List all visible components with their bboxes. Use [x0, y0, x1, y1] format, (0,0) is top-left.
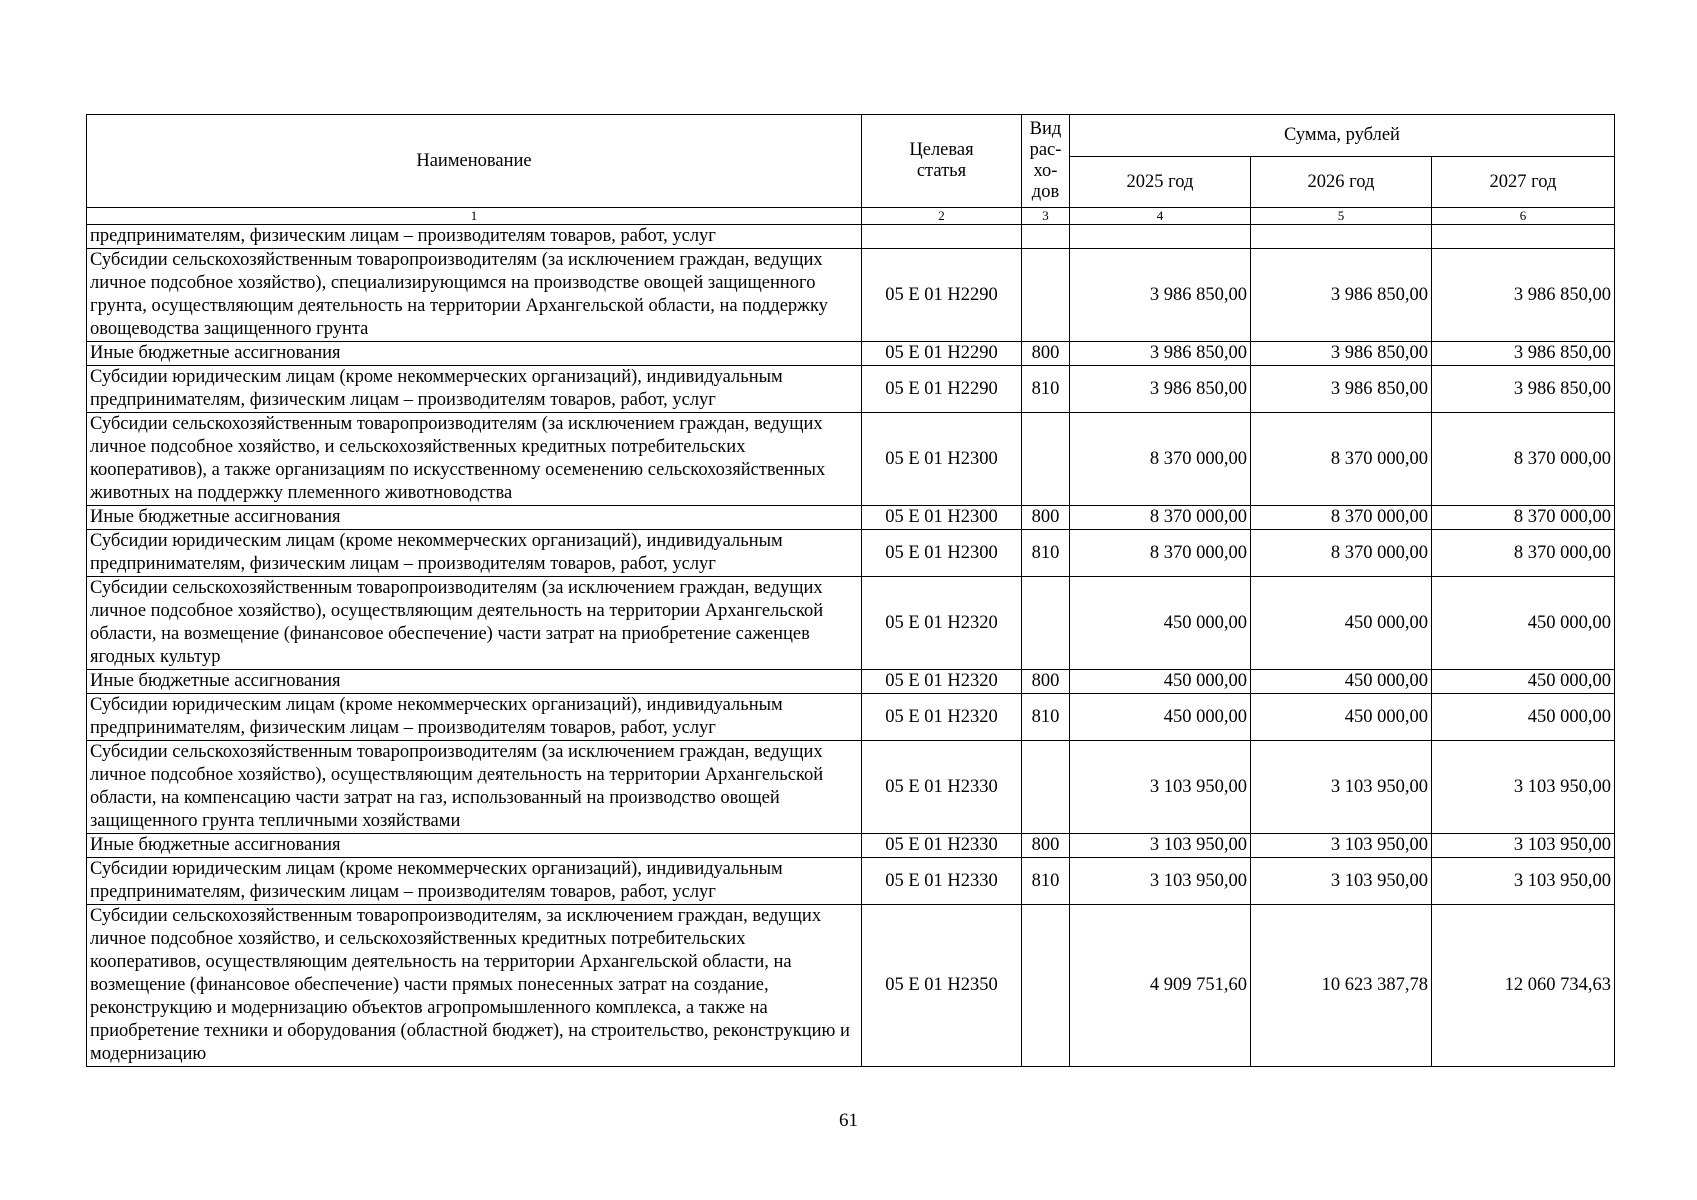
row-amount-2025-cell [1070, 225, 1251, 249]
row-amount-2027-cell [1432, 225, 1615, 249]
budget-table [86, 114, 1615, 1067]
row-target-article-cell: 05 Е 01 Н2290 [862, 249, 1022, 342]
row-amount-2027-cell: 3 103 950,00 [1432, 834, 1615, 858]
row-expense-type-cell [1022, 577, 1070, 670]
row-name-cell: Субсидии юридическим лицам (кроме некоммерческих организаций), индивидуальным предпринимателям, физическим лицам – производителям товаров, работ, услуг [87, 858, 862, 905]
header-target-article: Целевая статья [862, 115, 1022, 208]
column-number: 3 [1022, 208, 1070, 225]
table-row [87, 530, 1615, 577]
row-amount-2025-cell: 450 000,00 [1070, 694, 1251, 741]
row-amount-2025-cell: 3 103 950,00 [1070, 834, 1251, 858]
row-amount-2026-cell: 8 370 000,00 [1251, 506, 1432, 530]
table-row [87, 858, 1615, 905]
table-row [87, 225, 1615, 249]
row-amount-2025-cell: 8 370 000,00 [1070, 530, 1251, 577]
row-amount-2027-cell: 8 370 000,00 [1432, 530, 1615, 577]
row-amount-2027-cell: 3 986 850,00 [1432, 342, 1615, 366]
row-amount-2026-cell: 8 370 000,00 [1251, 413, 1432, 506]
table-row [87, 413, 1615, 506]
column-number: 4 [1070, 208, 1251, 225]
table-row [87, 741, 1615, 834]
header-expense-type: Вид рас- хо- дов [1022, 115, 1070, 208]
table-row [87, 577, 1615, 670]
row-amount-2026-cell: 3 986 850,00 [1251, 342, 1432, 366]
row-amount-2026-cell [1251, 225, 1432, 249]
row-name-cell: Иные бюджетные ассигнования [87, 506, 862, 530]
row-target-article-cell: 05 Е 01 Н2320 [862, 694, 1022, 741]
row-amount-2025-cell: 3 986 850,00 [1070, 249, 1251, 342]
row-amount-2025-cell: 3 103 950,00 [1070, 741, 1251, 834]
header-year-2027: 2027 год [1432, 157, 1615, 208]
row-amount-2027-cell: 8 370 000,00 [1432, 413, 1615, 506]
row-name-cell: Субсидии сельскохозяйственным товаропроизводителям (за исключением граждан, ведущих личное подсобное хозяйство, и сельскохозяйственных кредитных потребительских кооперативов), а также организациям по искусственному осеменению сельскохозяйственных животных на поддержку племенного животноводства [87, 413, 862, 506]
row-amount-2026-cell: 3 986 850,00 [1251, 366, 1432, 413]
row-amount-2027-cell: 3 103 950,00 [1432, 741, 1615, 834]
row-amount-2027-cell: 3 986 850,00 [1432, 249, 1615, 342]
row-name-cell: Субсидии сельскохозяйственным товаропроизводителям (за исключением граждан, ведущих личное подсобное хозяйство), осуществляющим деятельность на территории Архангельской области, на возмещение (финансовое обеспечение) части затрат на приобретение саженцев ягодных культур [87, 577, 862, 670]
row-amount-2026-cell: 450 000,00 [1251, 670, 1432, 694]
table-row [87, 366, 1615, 413]
row-expense-type-cell: 810 [1022, 530, 1070, 577]
row-target-article-cell: 05 Е 01 Н2300 [862, 413, 1022, 506]
row-amount-2026-cell: 450 000,00 [1251, 694, 1432, 741]
row-expense-type-cell [1022, 225, 1070, 249]
row-amount-2026-cell: 8 370 000,00 [1251, 530, 1432, 577]
table-header [87, 115, 1615, 225]
table-row [87, 670, 1615, 694]
row-expense-type-cell: 810 [1022, 366, 1070, 413]
row-name-cell: Субсидии сельскохозяйственным товаропроизводителям (за исключением граждан, ведущих личное подсобное хозяйство), осуществляющим деятельность на территории Архангельской области, на компенсацию части затрат на газ, использованный на производство овощей защищенного грунта тепличными хозяйствами [87, 741, 862, 834]
column-number: 2 [862, 208, 1022, 225]
row-target-article-cell: 05 Е 01 Н2320 [862, 577, 1022, 670]
row-target-article-cell: 05 Е 01 Н2350 [862, 905, 1022, 1067]
header-year-2025: 2025 год [1070, 157, 1251, 208]
row-amount-2026-cell: 450 000,00 [1251, 577, 1432, 670]
row-amount-2025-cell: 8 370 000,00 [1070, 413, 1251, 506]
row-amount-2025-cell: 3 986 850,00 [1070, 342, 1251, 366]
row-name-cell: Субсидии юридическим лицам (кроме некоммерческих организаций), индивидуальным предпринимателям, физическим лицам – производителям товаров, работ, услуг [87, 530, 862, 577]
row-amount-2026-cell: 3 103 950,00 [1251, 741, 1432, 834]
row-amount-2027-cell: 450 000,00 [1432, 670, 1615, 694]
table-row [87, 506, 1615, 530]
row-expense-type-cell: 810 [1022, 694, 1070, 741]
row-name-cell: Субсидии сельскохозяйственным товаропроизводителям, за исключением граждан, ведущих личное подсобное хозяйство, и сельскохозяйственных кредитных потребительских кооперативов, осуществляющим деятельность на территории Архангельской области, на возмещение (финансовое обеспечение) части прямых понесенных затрат на создание, реконструкцию и модернизацию объектов агропромышленного комплекса, а также на приобретение техники и оборудования (областной бюджет), на строительство, реконструкцию и модернизацию [87, 905, 862, 1067]
row-amount-2027-cell: 12 060 734,63 [1432, 905, 1615, 1067]
row-amount-2025-cell: 450 000,00 [1070, 670, 1251, 694]
table-body [87, 225, 1615, 1067]
column-number: 5 [1251, 208, 1432, 225]
row-target-article-cell: 05 Е 01 Н2290 [862, 366, 1022, 413]
row-expense-type-cell: 800 [1022, 670, 1070, 694]
row-target-article-cell: 05 Е 01 Н2320 [862, 670, 1022, 694]
column-number: 6 [1432, 208, 1615, 225]
row-name-cell: Иные бюджетные ассигнования [87, 834, 862, 858]
row-expense-type-cell: 800 [1022, 342, 1070, 366]
row-name-cell: Субсидии юридическим лицам (кроме некоммерческих организаций), индивидуальным предпринимателям, физическим лицам – производителям товаров, работ, услуг [87, 366, 862, 413]
row-amount-2027-cell: 8 370 000,00 [1432, 506, 1615, 530]
row-expense-type-cell [1022, 905, 1070, 1067]
row-amount-2027-cell: 3 103 950,00 [1432, 858, 1615, 905]
row-amount-2025-cell: 450 000,00 [1070, 577, 1251, 670]
table-row [87, 342, 1615, 366]
row-target-article-cell: 05 Е 01 Н2290 [862, 342, 1022, 366]
row-expense-type-cell [1022, 249, 1070, 342]
row-amount-2025-cell: 4 909 751,60 [1070, 905, 1251, 1067]
row-amount-2027-cell: 3 986 850,00 [1432, 366, 1615, 413]
row-name-cell: Иные бюджетные ассигнования [87, 342, 862, 366]
row-expense-type-cell: 810 [1022, 858, 1070, 905]
row-amount-2026-cell: 3 986 850,00 [1251, 249, 1432, 342]
column-number-row [87, 208, 1615, 225]
table-row [87, 694, 1615, 741]
row-target-article-cell: 05 Е 01 Н2300 [862, 530, 1022, 577]
row-name-cell: Субсидии юридическим лицам (кроме некоммерческих организаций), индивидуальным предпринимателям, физическим лицам – производителям товаров, работ, услуг [87, 694, 862, 741]
row-target-article-cell: 05 Е 01 Н2330 [862, 858, 1022, 905]
table-row [87, 834, 1615, 858]
row-amount-2025-cell: 3 103 950,00 [1070, 858, 1251, 905]
row-expense-type-cell: 800 [1022, 834, 1070, 858]
header-name: Наименование [87, 115, 862, 208]
row-amount-2027-cell: 450 000,00 [1432, 577, 1615, 670]
row-amount-2025-cell: 3 986 850,00 [1070, 366, 1251, 413]
row-amount-2026-cell: 3 103 950,00 [1251, 834, 1432, 858]
row-name-cell: Иные бюджетные ассигнования [87, 670, 862, 694]
row-target-article-cell: 05 Е 01 Н2300 [862, 506, 1022, 530]
row-target-article-cell: 05 Е 01 Н2330 [862, 741, 1022, 834]
row-amount-2027-cell: 450 000,00 [1432, 694, 1615, 741]
row-amount-2025-cell: 8 370 000,00 [1070, 506, 1251, 530]
row-amount-2026-cell: 10 623 387,78 [1251, 905, 1432, 1067]
page-number: 61 [839, 1110, 858, 1131]
row-target-article-cell: 05 Е 01 Н2330 [862, 834, 1022, 858]
row-expense-type-cell [1022, 413, 1070, 506]
row-expense-type-cell [1022, 741, 1070, 834]
table-row [87, 249, 1615, 342]
row-name-cell: предпринимателям, физическим лицам – производителям товаров, работ, услуг [87, 225, 862, 249]
table-row [87, 905, 1615, 1067]
row-amount-2026-cell: 3 103 950,00 [1251, 858, 1432, 905]
row-target-article-cell [862, 225, 1022, 249]
header-year-2026: 2026 год [1251, 157, 1432, 208]
row-name-cell: Субсидии сельскохозяйственным товаропроизводителям (за исключением граждан, ведущих личное подсобное хозяйство), специализирующимся на производстве овощей защищенного грунта, осуществляющим деятельность на территории Архангельской области, на поддержку овощеводства защищенного грунта [87, 249, 862, 342]
header-sum: Сумма, рублей [1070, 115, 1615, 157]
row-expense-type-cell: 800 [1022, 506, 1070, 530]
column-number: 1 [87, 208, 862, 225]
